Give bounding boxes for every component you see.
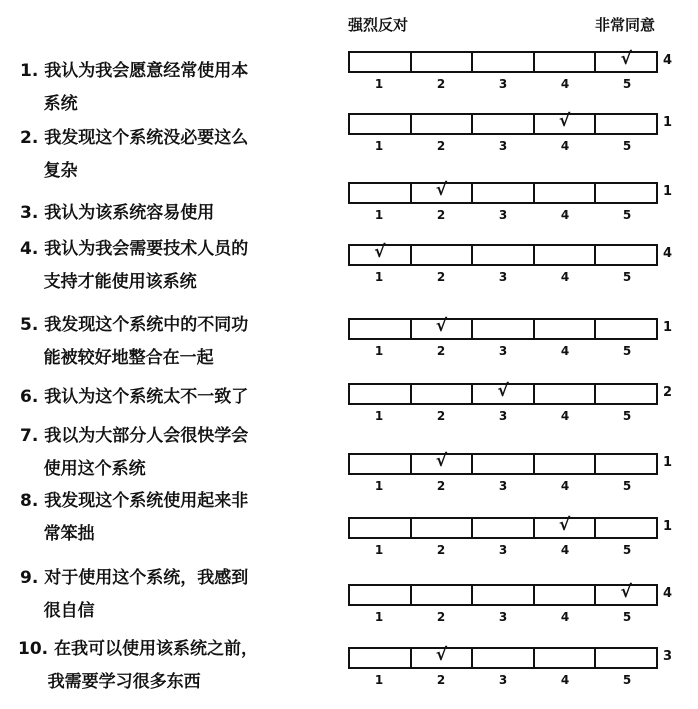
- question-6-scale-numbers: [348, 409, 658, 423]
- question-7-score: 1: [663, 455, 673, 470]
- question-3-rating-scale: [348, 182, 658, 204]
- question-8-scale-numbers: [348, 543, 658, 557]
- scale-number: 5: [622, 409, 632, 423]
- rating-cell-5[interactable]: [596, 184, 656, 202]
- scale-number: 1: [374, 479, 384, 493]
- scale-number: 5: [622, 208, 632, 222]
- scale-number: 2: [436, 543, 446, 557]
- rating-cell-4[interactable]: [535, 515, 597, 537]
- scale-number: 1: [374, 409, 384, 423]
- question-8-text-line: 常笨拙: [20, 524, 95, 544]
- rating-cell-3[interactable]: [473, 115, 535, 133]
- question-3-text-line: 3. 我认为该系统容易使用: [20, 203, 215, 223]
- check-mark-icon: √: [558, 515, 571, 535]
- check-mark-icon: √: [435, 645, 448, 665]
- question-7-text-line: 7. 我以为大部分人会很快学会: [20, 426, 249, 446]
- scale-number: 1: [374, 543, 384, 557]
- question-6-rating-scale: [348, 383, 658, 405]
- rating-cell-4[interactable]: [535, 111, 597, 133]
- scale-number: 4: [560, 208, 570, 222]
- question-1-score: 4: [663, 53, 673, 68]
- scale-number: 5: [622, 673, 632, 687]
- question-5-text-line: 能被较好地整合在一起: [20, 348, 214, 368]
- rating-cell-5[interactable]: [596, 519, 656, 537]
- rating-cell-3[interactable]: [473, 53, 535, 71]
- question-3-score: 1: [663, 184, 673, 199]
- scale-number: 5: [622, 270, 632, 284]
- scale-number: 2: [436, 77, 446, 91]
- question-9-score: 4: [663, 586, 673, 601]
- scale-number: 5: [622, 543, 632, 557]
- rating-cell-2[interactable]: [412, 519, 474, 537]
- scale-number: 5: [622, 479, 632, 493]
- scale-number: 4: [560, 479, 570, 493]
- check-mark-icon: √: [620, 582, 632, 602]
- question-8-score: 1: [663, 519, 673, 534]
- scale-number: 3: [498, 139, 508, 153]
- question-2-text-line: 复杂: [20, 161, 78, 181]
- rating-cell-2[interactable]: [412, 385, 474, 403]
- rating-cell-1[interactable]: [350, 385, 412, 403]
- rating-cell-2[interactable]: [412, 645, 474, 667]
- scale-number: 1: [374, 139, 384, 153]
- question-6-text-line: 6. 我认为这个系统太不一致了: [20, 387, 249, 407]
- scale-number: 3: [498, 208, 508, 222]
- check-mark-icon: √: [435, 451, 448, 471]
- rating-cell-5[interactable]: [596, 649, 656, 667]
- rating-cell-3[interactable]: [473, 184, 535, 202]
- rating-cell-5[interactable]: [596, 385, 656, 403]
- question-2-rating-scale: [348, 113, 658, 135]
- scale-number: 1: [374, 270, 384, 284]
- question-1-text-line: 1. 我认为我会愿意经常使用本: [20, 61, 249, 81]
- rating-cell-3[interactable]: [473, 649, 535, 667]
- rating-cell-1[interactable]: [350, 53, 412, 71]
- check-mark-icon: √: [558, 111, 571, 131]
- check-mark-icon: √: [374, 242, 386, 262]
- scale-number: 5: [622, 139, 632, 153]
- rating-cell-4[interactable]: [535, 53, 597, 71]
- check-mark-icon: √: [435, 180, 448, 200]
- question-10-text-line: 10. 在我可以使用该系统之前，: [18, 639, 259, 659]
- rating-cell-4[interactable]: [535, 320, 597, 338]
- question-7-text-line: 使用这个系统: [20, 459, 146, 479]
- rating-cell-1[interactable]: [350, 519, 412, 537]
- question-2-text-line: 2. 我发现这个系统没必要这么: [20, 128, 249, 148]
- question-1-rating-scale: [348, 51, 658, 73]
- question-8-text-line: 8. 我发现这个系统使用起来非: [20, 491, 249, 511]
- rating-cell-5[interactable]: [596, 455, 656, 473]
- scale-number: 4: [560, 409, 570, 423]
- rating-cell-1[interactable]: [350, 115, 412, 133]
- scale-number: 4: [560, 673, 570, 687]
- rating-cell-5[interactable]: [596, 49, 656, 71]
- rating-cell-4[interactable]: [535, 184, 597, 202]
- rating-cell-2[interactable]: [412, 246, 474, 264]
- question-10-text-line: 我需要学习很多东西: [18, 672, 201, 692]
- rating-cell-1[interactable]: [350, 586, 412, 604]
- question-5-scale-numbers: [348, 344, 658, 358]
- scale-number: 5: [622, 344, 632, 358]
- question-7-rating-scale: [348, 453, 658, 475]
- rating-cell-3[interactable]: [473, 455, 535, 473]
- scale-number: 2: [436, 139, 446, 153]
- scale-number: 3: [498, 344, 508, 358]
- rating-cell-5[interactable]: [596, 320, 656, 338]
- question-2-scale-numbers: [348, 139, 658, 153]
- scale-number: 3: [498, 610, 508, 624]
- strongly-agree-label: 非常同意: [595, 16, 656, 34]
- rating-cell-1[interactable]: [350, 649, 412, 667]
- rating-cell-3[interactable]: [473, 586, 535, 604]
- scale-number: 2: [436, 673, 446, 687]
- scale-number: 3: [498, 479, 508, 493]
- scale-number: 3: [498, 270, 508, 284]
- scale-number: 3: [498, 673, 508, 687]
- scale-number: 2: [436, 270, 446, 284]
- question-4-scale-numbers: [348, 270, 658, 284]
- scale-number: 3: [498, 543, 508, 557]
- question-2-score: 1: [663, 115, 673, 130]
- rating-cell-4[interactable]: [535, 586, 597, 604]
- scale-number: 1: [374, 208, 384, 222]
- rating-cell-1[interactable]: [350, 184, 412, 202]
- scale-number: 1: [374, 344, 384, 358]
- scale-number: 1: [374, 77, 384, 91]
- rating-cell-5[interactable]: [596, 582, 656, 604]
- rating-cell-2[interactable]: [412, 115, 474, 133]
- strongly-disagree-label: 强烈反对: [348, 16, 409, 34]
- rating-cell-5[interactable]: [596, 115, 656, 133]
- scale-number: 5: [622, 610, 632, 624]
- scale-number: 2: [436, 208, 446, 222]
- rating-cell-2[interactable]: [412, 451, 474, 473]
- rating-cell-4[interactable]: [535, 649, 597, 667]
- question-1-scale-numbers: [348, 77, 658, 91]
- scale-number: 4: [560, 270, 570, 284]
- question-1-text-line: 系统: [20, 94, 78, 114]
- scale-number: 2: [436, 344, 446, 358]
- rating-cell-1[interactable]: [350, 242, 412, 264]
- question-10-rating-scale: [348, 647, 658, 669]
- scale-number: 4: [560, 344, 570, 358]
- scale-number: 4: [560, 139, 570, 153]
- rating-cell-2[interactable]: [412, 180, 474, 202]
- question-3-scale-numbers: [348, 208, 658, 222]
- scale-number: 3: [498, 409, 508, 423]
- rating-cell-5[interactable]: [596, 246, 656, 264]
- scale-number: 5: [622, 77, 632, 91]
- rating-cell-2[interactable]: [412, 586, 474, 604]
- question-4-score: 4: [663, 246, 673, 261]
- scale-number: 4: [560, 610, 570, 624]
- check-mark-icon: √: [497, 381, 509, 401]
- scale-number: 3: [498, 77, 508, 91]
- rating-cell-3[interactable]: [473, 519, 535, 537]
- question-9-text-line: 9. 对于使用这个系统，我感到: [20, 568, 249, 588]
- rating-cell-3[interactable]: [473, 246, 535, 264]
- scale-number: 2: [436, 479, 446, 493]
- question-10-score: 3: [663, 649, 673, 664]
- question-5-rating-scale: [348, 318, 658, 340]
- question-7-scale-numbers: [348, 479, 658, 493]
- rating-cell-1[interactable]: [350, 455, 412, 473]
- question-10-scale-numbers: [348, 673, 658, 687]
- rating-cell-3[interactable]: [473, 381, 535, 403]
- rating-cell-1[interactable]: [350, 320, 412, 338]
- rating-cell-2[interactable]: [412, 53, 474, 71]
- question-9-rating-scale: [348, 584, 658, 606]
- question-4-text-line: 支持才能使用该系统: [20, 272, 197, 292]
- scale-number: 4: [560, 543, 570, 557]
- rating-cell-4[interactable]: [535, 455, 597, 473]
- scale-number: 2: [436, 409, 446, 423]
- rating-cell-2[interactable]: [412, 316, 474, 338]
- question-9-text-line: 很自信: [20, 601, 95, 621]
- rating-cell-4[interactable]: [535, 385, 597, 403]
- scale-number: 4: [560, 77, 570, 91]
- rating-cell-4[interactable]: [535, 246, 597, 264]
- question-5-text-line: 5. 我发现这个系统中的不同功: [20, 315, 249, 335]
- question-4-text-line: 4. 我认为我会需要技术人员的: [20, 239, 249, 259]
- check-mark-icon: √: [435, 316, 448, 336]
- rating-cell-3[interactable]: [473, 320, 535, 338]
- scale-number: 1: [374, 610, 384, 624]
- question-6-score: 2: [663, 385, 673, 400]
- check-mark-icon: √: [620, 49, 632, 69]
- question-9-scale-numbers: [348, 610, 658, 624]
- question-5-score: 1: [663, 320, 673, 335]
- scale-number: 1: [374, 673, 384, 687]
- scale-number: 2: [436, 610, 446, 624]
- question-4-rating-scale: [348, 244, 658, 266]
- question-8-rating-scale: [348, 517, 658, 539]
